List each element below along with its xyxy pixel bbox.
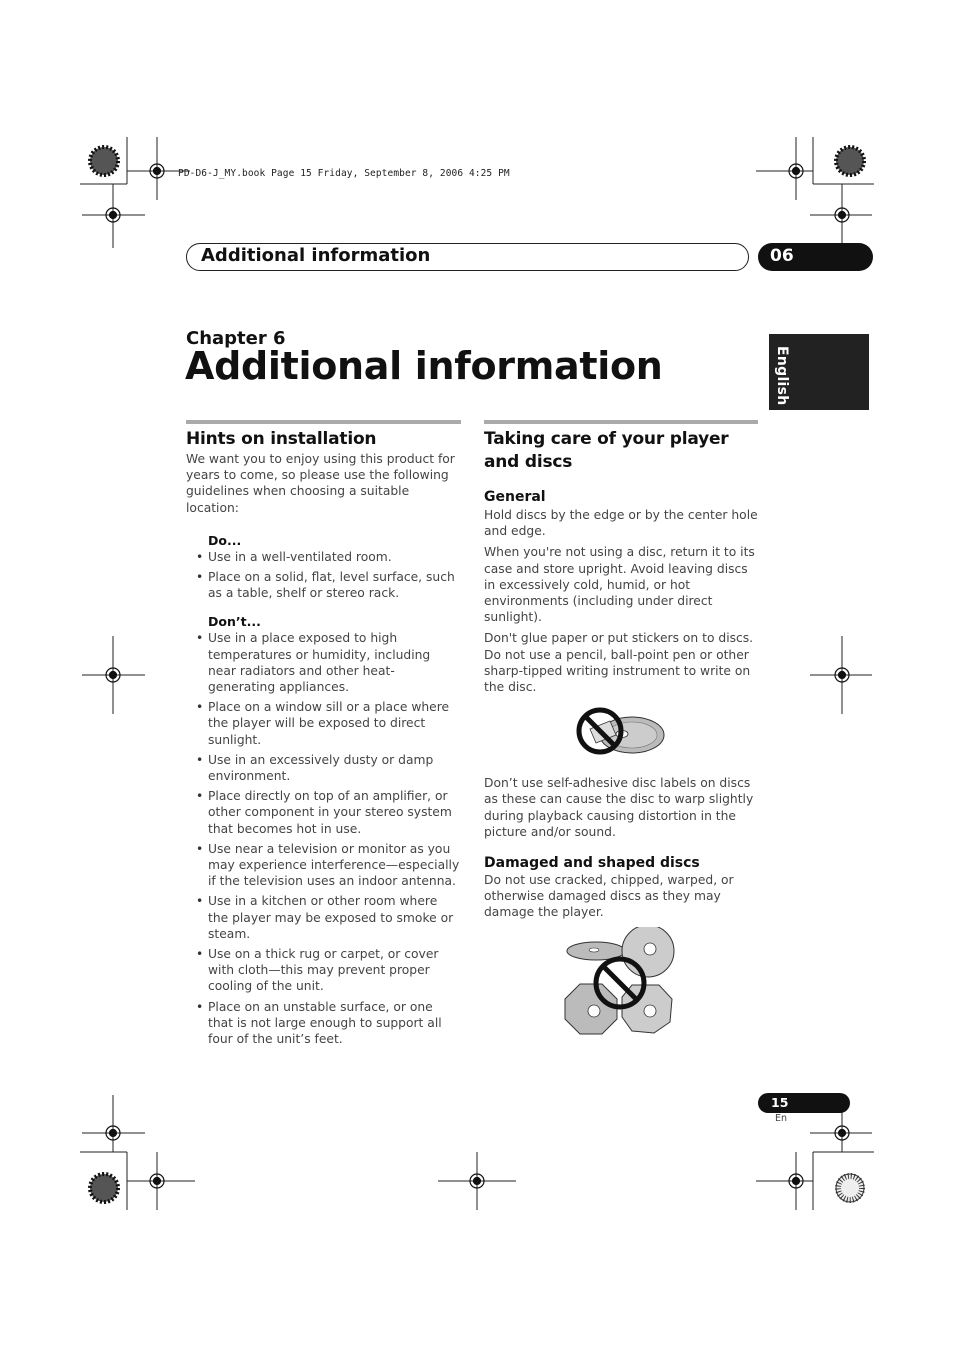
general-paragraph: Hold discs by the edge or by the center hole and edge. bbox=[484, 508, 758, 539]
damaged-heading: Damaged and shaped discs bbox=[484, 855, 700, 872]
list-item: • Place on a solid, flat, level surface, such as a table, shelf or stereo rack. bbox=[186, 569, 461, 601]
page-language-code: En bbox=[775, 1113, 788, 1124]
chapter-label: Chapter 6 bbox=[186, 328, 286, 349]
list-item: • Use in a kitchen or other room where the player may be exposed to smoke or steam. bbox=[186, 893, 461, 942]
list-item: • Use in a place exposed to high temperatures or humidity, including near radiators and other heat-generating appliances. bbox=[186, 630, 461, 695]
list-item: • Place on an unstable surface, or one that is not large enough to support all four of the unit’s feet. bbox=[186, 999, 461, 1048]
language-tab-label: English bbox=[774, 346, 790, 406]
section-header-bar bbox=[186, 243, 749, 271]
list-item: • Place on a window sill or a place where the player will be exposed to direct sunlight. bbox=[186, 699, 461, 748]
left-column bbox=[186, 420, 461, 1051]
list-item: • Place directly on top of an amplifier, or other component in your stereo system that becomes hot in use. bbox=[186, 788, 461, 837]
page-title: Additional information bbox=[185, 344, 663, 388]
dont-label: Don’t... bbox=[208, 614, 261, 630]
do-list bbox=[186, 549, 461, 602]
installation-heading: Hints on installation bbox=[186, 429, 377, 449]
general-paragraph: When you're not using a disc, return it to its case and store upright. Avoid leaving discs in excessively cold, humid, or hot environments (including under direct sunlight). bbox=[484, 545, 755, 625]
damaged-paragraph: Do not use cracked, chipped, warped, or otherwise damaged discs as they may damage the player. bbox=[484, 873, 734, 920]
chapter-number-badge: 06 bbox=[758, 243, 873, 271]
general-heading: General bbox=[484, 489, 546, 505]
general-paragraph: Don't glue paper or put stickers on to discs. Do not use a pencil, ball-point pen or other sharp-tipped writing instrument to write on the disc. bbox=[484, 631, 754, 695]
no-stickers-disc-illustration bbox=[484, 701, 758, 771]
section-rule bbox=[186, 420, 461, 424]
list-item: • Use in a well-ventilated room. bbox=[186, 549, 461, 565]
list-item: • Use on a thick rug or carpet, or cover with cloth—this may prevent proper cooling of the unit. bbox=[186, 946, 461, 995]
section-header-title: Additional information bbox=[201, 245, 431, 266]
general-paragraph: Don’t use self-adhesive disc labels on discs as these can cause the disc to warp slightly during playback causing distortion in the picture and/or sound. bbox=[484, 776, 754, 839]
list-item: • Use in an excessively dusty or damp environment. bbox=[186, 752, 461, 784]
print-info-line: PD-D6-J_MY.book Page 15 Friday, September 8, 2006 4:25 PM bbox=[178, 168, 510, 179]
care-heading: Taking care of your player and discs bbox=[484, 429, 729, 472]
damaged-discs-illustration bbox=[484, 927, 758, 1039]
dont-list bbox=[186, 630, 461, 1047]
installation-intro: We want you to enjoy using this product for years to come, so please use the following guidelines when choosing a suitable location: bbox=[186, 452, 455, 515]
right-column bbox=[484, 420, 758, 1039]
page-number-badge: 15 bbox=[758, 1093, 850, 1113]
section-rule bbox=[484, 420, 758, 424]
do-label: Do... bbox=[208, 532, 242, 548]
list-item: • Use near a television or monitor as you may experience interference—especially if the television uses an indoor antenna. bbox=[186, 841, 461, 890]
